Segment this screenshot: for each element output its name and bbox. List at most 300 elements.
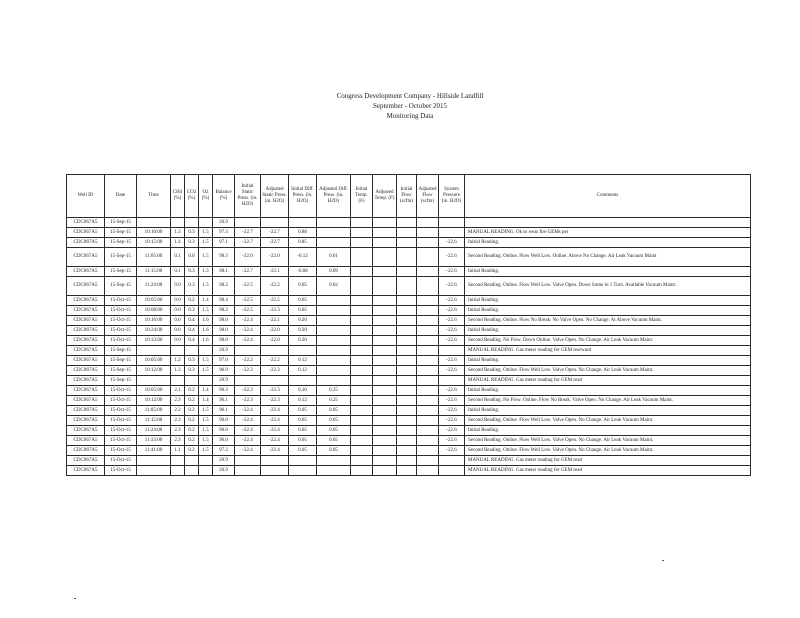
table-cell: -22.3: [235, 396, 261, 406]
table-cell: [373, 366, 397, 376]
table-cell: 0.0: [185, 248, 199, 267]
table-cell: [439, 228, 465, 238]
table-cell: [351, 376, 373, 386]
table-cell: 0.3: [185, 366, 199, 376]
table-cell: [397, 218, 417, 228]
table-cell: 1.3: [171, 228, 185, 238]
table-cell: 15-Sep-15: [105, 356, 137, 366]
comment-cell: Initial Reading.: [465, 326, 751, 336]
table-cell: [397, 376, 417, 386]
table-cell: 0.3: [185, 267, 199, 277]
table-cell: 0.2: [185, 426, 199, 436]
table-cell: [417, 456, 439, 466]
table-cell: 96.0: [213, 426, 235, 436]
table-cell: [373, 426, 397, 436]
table-cell: CDC067A5: [67, 306, 105, 316]
table-cell: [171, 466, 185, 476]
table-cell: -22.7: [261, 238, 289, 248]
table-cell: 1.5: [199, 446, 213, 456]
table-cell: [397, 456, 417, 466]
table-cell: 10:08:00: [137, 306, 171, 316]
table-cell: [317, 326, 351, 336]
table-cell: 15-Oct-15: [105, 416, 137, 426]
table-cell: [351, 346, 373, 356]
table-row: [67, 228, 751, 238]
table-cell: 20.9: [213, 466, 235, 476]
table-cell: [235, 218, 261, 228]
table-cell: [417, 326, 439, 336]
table-cell: 0.05: [289, 446, 317, 456]
table-cell: -22.5: [235, 306, 261, 316]
table-cell: 1.2: [171, 356, 185, 366]
table-cell: CDC067A5: [67, 248, 105, 267]
table-cell: [397, 267, 417, 277]
table-cell: [317, 376, 351, 386]
table-cell: 0.05: [289, 406, 317, 416]
table-cell: [373, 316, 397, 326]
table-cell: 10:33:00: [137, 336, 171, 346]
table-cell: -22.3: [261, 306, 289, 316]
table-cell: [373, 326, 397, 336]
table-cell: [373, 466, 397, 476]
comment-cell: MANUAL READING. Gas meter reading for GEM read: [465, 456, 751, 466]
table-row: [67, 356, 751, 366]
table-cell: 0.2: [185, 396, 199, 406]
table-cell: 0.2: [185, 436, 199, 446]
table-cell: -22.7: [235, 267, 261, 277]
table-cell: 1.4: [199, 386, 213, 396]
table-cell: [317, 346, 351, 356]
table-cell: 0.02: [317, 277, 351, 296]
table-cell: 96.0: [213, 436, 235, 446]
table-cell: -22.3: [261, 396, 289, 406]
table-header-row: [67, 175, 751, 218]
table-cell: 11:24:00: [137, 277, 171, 296]
table-row: [67, 406, 751, 416]
table-cell: 15-Sep-15: [105, 238, 137, 248]
column-header: CO2 (%): [185, 175, 199, 218]
table-cell: [185, 376, 199, 386]
table-cell: [373, 416, 397, 426]
table-cell: [351, 267, 373, 277]
table-cell: -22.6: [439, 306, 465, 316]
table-cell: [185, 456, 199, 466]
table-cell: CDC067A5: [67, 326, 105, 336]
table-cell: -22.4: [235, 326, 261, 336]
table-cell: CDC067A5: [67, 218, 105, 228]
table-cell: [317, 466, 351, 476]
title-subject: Monitoring Data: [386, 112, 434, 120]
table-cell: CDC067A5: [67, 346, 105, 356]
table-cell: -22.6: [439, 426, 465, 436]
table-cell: 0.05: [289, 296, 317, 306]
column-header: O2 (%): [199, 175, 213, 218]
comment-cell: Second Reading. Online. Flow Well Low. Valve Open. No Change. Air Leak Vacuum Maint.: [465, 446, 751, 456]
table-cell: 1.5: [199, 426, 213, 436]
table-cell: -22.6: [439, 396, 465, 406]
table-cell: -22.4: [261, 436, 289, 446]
comment-cell: Initial Reading.: [465, 267, 751, 277]
table-row: [67, 336, 751, 346]
table-row: [67, 248, 751, 267]
table-cell: 0.05: [289, 436, 317, 446]
table-cell: [397, 356, 417, 366]
table-cell: [397, 346, 417, 356]
table-cell: [317, 238, 351, 248]
table-cell: 15-Sep-15: [105, 267, 137, 277]
table-cell: -22.6: [439, 386, 465, 396]
table-cell: 15-Sep-15: [105, 228, 137, 238]
table-cell: CDC067A5: [67, 436, 105, 446]
table-cell: 1.5: [199, 436, 213, 446]
table-row: [67, 346, 751, 356]
table-cell: 0.05: [289, 277, 317, 296]
table-row: [67, 416, 751, 426]
table-cell: -22.3: [261, 386, 289, 396]
table-cell: 0.25: [317, 386, 351, 396]
table-cell: 15-Oct-15: [105, 306, 137, 316]
table-cell: [417, 228, 439, 238]
table-cell: 0.4: [185, 326, 199, 336]
table-cell: [171, 218, 185, 228]
table-cell: [397, 277, 417, 296]
table-cell: 15-Oct-15: [105, 326, 137, 336]
column-header: Initial Temp. (F): [351, 175, 373, 218]
table-cell: CDC067A5: [67, 277, 105, 296]
table-cell: 98.0: [213, 316, 235, 326]
table-cell: -22.4: [261, 446, 289, 456]
table-cell: -22.0: [261, 326, 289, 336]
table-cell: [397, 316, 417, 326]
table-cell: 96.1: [213, 396, 235, 406]
table-cell: 11:05:00: [137, 248, 171, 267]
table-cell: [373, 336, 397, 346]
table-cell: [373, 386, 397, 396]
table-cell: 11:41:00: [137, 446, 171, 456]
table-cell: -22.4: [235, 426, 261, 436]
table-cell: [351, 456, 373, 466]
table-cell: 1.4: [199, 396, 213, 406]
table-cell: -22.6: [439, 326, 465, 336]
table-cell: 96.3: [213, 386, 235, 396]
table-cell: 15-Oct-15: [105, 296, 137, 306]
table-cell: [417, 436, 439, 446]
table-cell: CDC067A5: [67, 456, 105, 466]
table-cell: 15-Oct-15: [105, 426, 137, 436]
table-cell: [417, 267, 439, 277]
table-cell: [235, 346, 261, 356]
table-cell: 0.2: [185, 416, 199, 426]
table-cell: [373, 277, 397, 296]
table-cell: [397, 336, 417, 346]
table-cell: 15-Oct-15: [105, 386, 137, 396]
table-cell: 0.12: [289, 366, 317, 376]
table-cell: 0.4: [185, 316, 199, 326]
table-cell: 98.2: [213, 277, 235, 296]
table-cell: [373, 228, 397, 238]
table-cell: -22.6: [439, 316, 465, 326]
table-cell: [417, 296, 439, 306]
table-cell: [171, 346, 185, 356]
table-cell: -22.0: [261, 248, 289, 267]
table-cell: -22.6: [439, 267, 465, 277]
table-cell: [417, 346, 439, 356]
table-row: [67, 238, 751, 248]
table-cell: 0.12: [289, 356, 317, 366]
table-cell: [397, 248, 417, 267]
table-cell: 15-Oct-15: [105, 396, 137, 406]
comment-cell: MANUAL READING. Gas meter reading for GEM read: [465, 466, 751, 476]
column-header: Initial Static Press. (in. H2O): [235, 175, 261, 218]
table-cell: [317, 456, 351, 466]
table-cell: 0.25: [317, 396, 351, 406]
table-cell: [417, 426, 439, 436]
table-cell: CDC067A5: [67, 238, 105, 248]
table-cell: [137, 218, 171, 228]
table-cell: 11:24:00: [137, 426, 171, 436]
table-cell: [373, 346, 397, 356]
column-header: Date: [105, 175, 137, 218]
table-cell: 10:10:00: [137, 228, 171, 238]
table-cell: -22.4: [235, 416, 261, 426]
table-cell: [417, 336, 439, 346]
table-cell: 0.1: [171, 267, 185, 277]
table-cell: 1.5: [199, 267, 213, 277]
table-cell: [199, 218, 213, 228]
comment-cell: Second Reading. Online. Flow Well Low. Valve Open. No Change. Air Leak Vacuum Maint.: [465, 436, 751, 446]
table-cell: -22.6: [439, 336, 465, 346]
table-cell: -22.6: [439, 238, 465, 248]
table-cell: [351, 248, 373, 267]
table-cell: [351, 436, 373, 446]
table-cell: 98.0: [213, 336, 235, 346]
table-cell: [351, 238, 373, 248]
table-row: [67, 267, 751, 277]
table-cell: 10:16:00: [137, 316, 171, 326]
comment-cell: Second Reading. No Flow. Down Online. Valve Open. No Change. Air Leak Vacuum Maint.: [465, 336, 751, 346]
table-row: [67, 426, 751, 436]
table-cell: 0.05: [317, 416, 351, 426]
comment-cell: Second Reading. Online. Flow No Break. No Valve Open. No Change. At Above Vacuum Maint.: [465, 316, 751, 326]
table-cell: 0.12: [289, 396, 317, 406]
table-cell: 0.2: [185, 446, 199, 456]
table-cell: 0.20: [289, 316, 317, 326]
table-cell: [439, 456, 465, 466]
table-cell: [317, 336, 351, 346]
table-cell: 0.20: [289, 326, 317, 336]
table-row: [67, 366, 751, 376]
table-cell: 97.1: [213, 238, 235, 248]
column-header: Time: [137, 175, 171, 218]
table-cell: CDC067A5: [67, 416, 105, 426]
table-cell: -22.5: [235, 296, 261, 306]
table-row: [67, 376, 751, 386]
table-cell: -22.4: [235, 406, 261, 416]
table-cell: [351, 277, 373, 296]
table-cell: [261, 376, 289, 386]
table-cell: CDC067A5: [67, 366, 105, 376]
comment-cell: Second Reading. Online. Flow Well Low. Valve Open. No Change. Air Leak Vacuum Maint.: [465, 366, 751, 376]
comment-cell: Initial Reading.: [465, 306, 751, 316]
table-cell: [373, 406, 397, 416]
table-cell: 1.5: [199, 228, 213, 238]
table-cell: [417, 446, 439, 456]
table-cell: [351, 306, 373, 316]
table-cell: -0.08: [289, 267, 317, 277]
table-cell: 0.2: [185, 406, 199, 416]
table-row: [67, 218, 751, 228]
table-cell: 10:05:00: [137, 296, 171, 306]
table-cell: CDC067A5: [67, 386, 105, 396]
table-cell: [351, 386, 373, 396]
table-cell: -22.6: [439, 356, 465, 366]
table-cell: 15-Sep-15: [105, 248, 137, 267]
table-cell: [137, 456, 171, 466]
table-cell: [199, 346, 213, 356]
table-cell: [439, 346, 465, 356]
table-cell: [317, 316, 351, 326]
table-cell: -22.5: [261, 296, 289, 306]
table-cell: 0.3: [185, 277, 199, 296]
table-cell: 20.9: [213, 218, 235, 228]
table-cell: [317, 296, 351, 306]
table-cell: [373, 436, 397, 446]
table-cell: 0.2: [185, 386, 199, 396]
table-cell: -22.7: [235, 238, 261, 248]
table-cell: [373, 296, 397, 306]
table-cell: -22.3: [261, 366, 289, 376]
table-cell: 96.1: [213, 406, 235, 416]
table-cell: 1.5: [199, 238, 213, 248]
table-cell: -0.12: [289, 248, 317, 267]
table-cell: [417, 386, 439, 396]
table-row: [67, 396, 751, 406]
table-cell: [417, 466, 439, 476]
table-cell: -22.2: [261, 356, 289, 366]
table-cell: 0.05: [289, 416, 317, 426]
table-cell: 0.4: [185, 336, 199, 346]
table-cell: -22.2: [235, 356, 261, 366]
table-cell: 0.3: [185, 356, 199, 366]
table-cell: [397, 446, 417, 456]
table-cell: -22.6: [439, 248, 465, 267]
table-cell: [397, 386, 417, 396]
table-cell: [397, 306, 417, 316]
table-cell: 98.3: [213, 248, 235, 267]
table-cell: 0.3: [185, 238, 199, 248]
table-cell: [373, 456, 397, 466]
table-cell: 98.0: [213, 326, 235, 336]
table-cell: -22.4: [235, 336, 261, 346]
comment-cell: Initial Reading.: [465, 296, 751, 306]
table-cell: CDC067A5: [67, 396, 105, 406]
comment-cell: Second Reading. Online. Flow Well Low. Valve Open. No Change. Air Leak Vacuum Maint.: [465, 416, 751, 426]
table-cell: [171, 376, 185, 386]
table-cell: [185, 346, 199, 356]
table-cell: [397, 406, 417, 416]
table-cell: [351, 218, 373, 228]
table-cell: 1.5: [199, 248, 213, 267]
table-cell: 10:24:00: [137, 326, 171, 336]
table-row: [67, 446, 751, 456]
comment-cell: Initial Reading.: [465, 386, 751, 396]
table-cell: 15-Oct-15: [105, 436, 137, 446]
table-cell: [171, 456, 185, 466]
table-cell: [417, 396, 439, 406]
table-cell: 0.0: [171, 316, 185, 326]
table-cell: [317, 228, 351, 238]
table-cell: [317, 306, 351, 316]
table-cell: 1.5: [199, 406, 213, 416]
table-cell: 20.9: [213, 376, 235, 386]
table-cell: [397, 396, 417, 406]
table-cell: 1.5: [199, 306, 213, 316]
table-cell: 98.1: [213, 267, 235, 277]
column-header: System Pressure (in. H2O): [439, 175, 465, 218]
table-cell: [417, 416, 439, 426]
table-cell: 20.9: [213, 346, 235, 356]
title-company: Congress Development Company - Hillside Landfill: [336, 92, 484, 100]
table-row: [67, 296, 751, 306]
table-cell: 15-Oct-15: [105, 406, 137, 416]
table-cell: 1.6: [199, 316, 213, 326]
comment-cell: Initial Reading.: [465, 426, 751, 436]
table-cell: 11:15:00: [137, 416, 171, 426]
table-cell: [351, 326, 373, 336]
table-body: [67, 218, 751, 476]
table-cell: 2.2: [171, 406, 185, 416]
column-header: Adjusted Static Press. (in. H2O): [261, 175, 289, 218]
table-cell: -22.0: [235, 248, 261, 267]
table-cell: [417, 406, 439, 416]
table-cell: 1.4: [199, 296, 213, 306]
table-cell: -22.7: [261, 228, 289, 238]
table-cell: 15-Oct-15: [105, 446, 137, 456]
table-cell: 0.2: [185, 296, 199, 306]
table-cell: [373, 396, 397, 406]
table-cell: CDC067A5: [67, 296, 105, 306]
table-cell: [397, 436, 417, 446]
table-cell: [373, 356, 397, 366]
table-cell: 0.0: [171, 296, 185, 306]
table-cell: 97.3: [213, 228, 235, 238]
table-cell: 2.1: [171, 386, 185, 396]
table-cell: [351, 426, 373, 436]
table-cell: [417, 366, 439, 376]
table-cell: [235, 376, 261, 386]
table-cell: 2.3: [171, 426, 185, 436]
table-cell: [439, 466, 465, 476]
table-cell: [261, 456, 289, 466]
table-cell: [235, 456, 261, 466]
table-cell: [373, 376, 397, 386]
table-cell: [185, 218, 199, 228]
table-cell: 11:15:00: [137, 267, 171, 277]
table-cell: 0.05: [317, 406, 351, 416]
table-cell: CDC067A5: [67, 426, 105, 436]
table-cell: [397, 366, 417, 376]
table-cell: 97.0: [213, 356, 235, 366]
comment-cell: Second Reading. Online. Flow Well Low. Valve Open. Down Some in 1 Turn. Available Vacuum Maint.: [465, 277, 751, 296]
table-cell: -22.1: [261, 267, 289, 277]
table-cell: 15-Oct-15: [105, 466, 137, 476]
table-cell: 96.0: [213, 416, 235, 426]
table-cell: [417, 356, 439, 366]
table-cell: 15-Oct-15: [105, 336, 137, 346]
title-period: September - October 2015: [372, 102, 448, 110]
table-cell: [439, 376, 465, 386]
table-cell: 0.05: [317, 426, 351, 436]
